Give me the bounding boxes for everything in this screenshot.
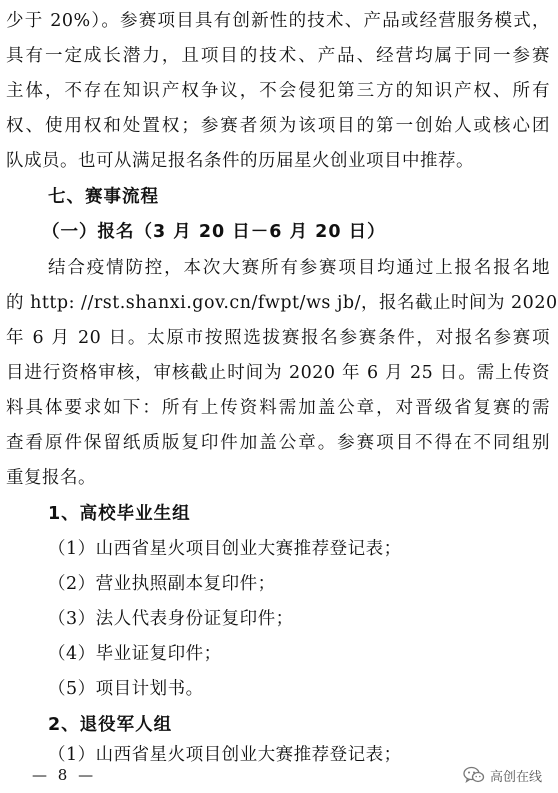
watermark: [463, 765, 542, 785]
subsection-heading: （一）报名（3 月 20 日－6 月 20 日）: [42, 222, 386, 242]
section-heading: 七、赛事流程: [48, 187, 159, 207]
paragraph-line: 结合疫情防控，本次大赛所有参赛项目均通过上报名报名地: [48, 258, 550, 278]
paragraph-line: 查看原件保留纸质版复印件加盖公章。参赛项目不得在不同组别: [6, 433, 550, 453]
group-heading: 1、高校毕业生组: [48, 504, 191, 524]
paragraph-line: 目进行资格审核，审核截止时间为 2020 年 6 月 25 日。需上传资: [6, 363, 550, 383]
paragraph-line: 队成员。也可从满足报名条件的历届星火创业项目中推荐。: [6, 151, 474, 171]
paragraph-line: 少于 20%）。参赛项目具有创新性的技术、产品或经营服务模式，: [6, 11, 550, 31]
watermark-text: 高创在线: [489, 769, 542, 785]
list-item: （3）法人代表身份证复印件；: [48, 609, 294, 629]
list-item: （5）项目计划书。: [48, 679, 204, 699]
page-number: — 8 —: [32, 766, 97, 784]
paragraph-line: 的 http: //rst.shanxi.gov.cn/fwpt/ws jb/，报名截止时间为 2020: [6, 293, 558, 313]
list-item: （2）营业执照副本复印件；: [48, 574, 276, 594]
wechat-icon: [463, 766, 485, 784]
paragraph-line: 料具体要求如下：所有上传资料需加盖公章，对晋级省复赛的需: [6, 398, 550, 418]
paragraph-line: 权、使用权和处置权；参赛者须为该项目的第一创始人或核心团: [6, 116, 550, 136]
paragraph-line: 具有一定成长潜力，且项目的技术、产品、经营均属于同一参赛: [6, 46, 550, 66]
paragraph-line: 年 6 月 20 日。太原市按照选拔赛报名参赛条件，对报名参赛项: [6, 328, 550, 348]
list-item: （4）毕业证复印件；: [48, 644, 222, 664]
list-item: （1）山西省星火项目创业大赛推荐登记表；: [48, 745, 402, 765]
list-item: （1）山西省星火项目创业大赛推荐登记表；: [48, 539, 402, 559]
paragraph-line: 主体，不存在知识产权争议，不会侵犯第三方的知识产权、所有: [6, 81, 550, 101]
group-heading: 2、退役军人组: [48, 715, 173, 735]
paragraph-line: 重复报名。: [6, 468, 96, 488]
